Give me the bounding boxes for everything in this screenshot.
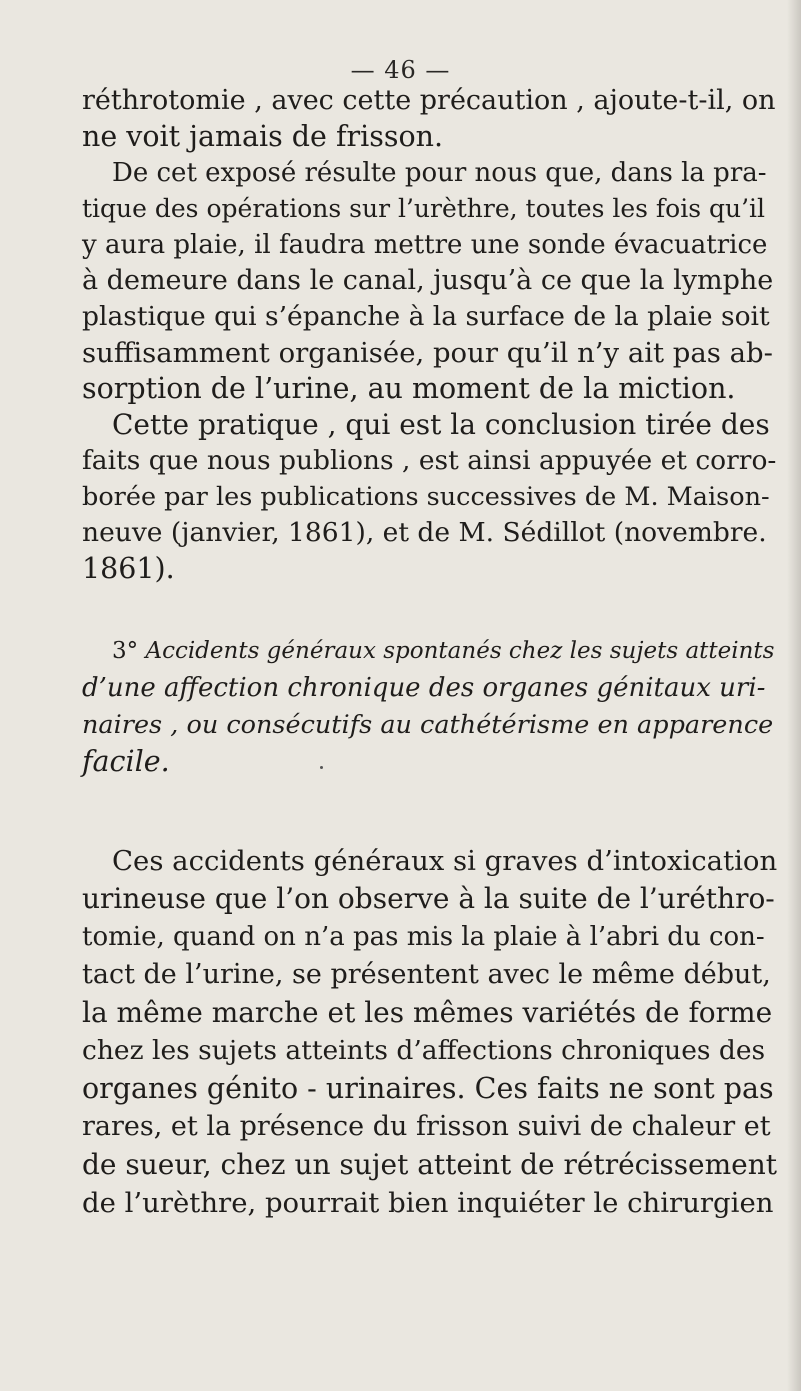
text-line: neuve (janvier, 1861), et de M. Sédillot (novembre. [82, 517, 767, 548]
section-title-line: Accidents généraux spontanés chez les sujets atteints [145, 638, 775, 664]
text-line: de l’urèthre, pourrait bien inquiéter le chirurgien [82, 1187, 774, 1219]
section-title-line: d’une affection chronique des organes génitaux uri- [82, 673, 766, 703]
text-line: 1861). [82, 552, 175, 585]
text-line: urineuse que l’on observe à la suite de l’uréthro- [82, 882, 775, 915]
text-line: à demeure dans le canal, jusqu’à ce que la lymphe [82, 265, 774, 296]
section-title-line: facile. [82, 745, 170, 778]
text-line: la même marche et les mêmes variétés de forme [82, 996, 773, 1029]
paragraph-start-line: De cet exposé résulte pour nous que, dans la pra- [112, 158, 767, 188]
text-line: suffisamment organisée, pour qu’il n’y ait pas ab- [82, 337, 773, 369]
section-number: 3° [112, 638, 139, 664]
section-title-line: naires , ou consécutifs au cathétérisme en apparence [82, 710, 774, 740]
text-line: tomie, quand on n’a pas mis la plaie à l’abri du con- [82, 922, 765, 952]
text-line: borée par les publications successives de M. Maison- [82, 482, 770, 512]
text-line: tique des opérations sur l’urèthre, toutes les fois qu’il [82, 194, 766, 223]
page-edge-shadow [787, 0, 801, 1391]
text-line: organes génito - urinaires. Ces faits ne sont pas [82, 1072, 774, 1105]
text-line: faits que nous publions , est ainsi appuyée et corro- [82, 445, 777, 476]
paragraph-start-line: Ces accidents généraux si graves d’intoxication [112, 845, 778, 877]
ink-speck [320, 766, 323, 769]
paragraph-start-line: Cette pratique , qui est la conclusion tirée des [112, 408, 770, 441]
section-heading-line [112, 633, 774, 669]
text-line: chez les sujets atteints d’affections chroniques des [82, 1035, 766, 1066]
text-line: tact de l’urine, se présentent avec le même début, [82, 959, 771, 990]
text-line: de sueur, chez un sujet atteint de rétrécissement [82, 1148, 778, 1181]
text-line: ne voit jamais de frisson. [82, 120, 444, 153]
text-line: réthrotomie , avec cette précaution , ajoute-t-il, on [82, 85, 776, 116]
page-number: — 46 — [350, 56, 451, 84]
text-line: rares, et la présence du frisson suivi de chaleur et [82, 1111, 771, 1142]
text-line: y aura plaie, il faudra mettre une sonde évacuatrice [82, 230, 768, 260]
text-line: sorption de l’urine, au moment de la miction. [82, 372, 736, 405]
text-line: plastique qui s’épanche à la surface de la plaie soit [82, 301, 770, 332]
